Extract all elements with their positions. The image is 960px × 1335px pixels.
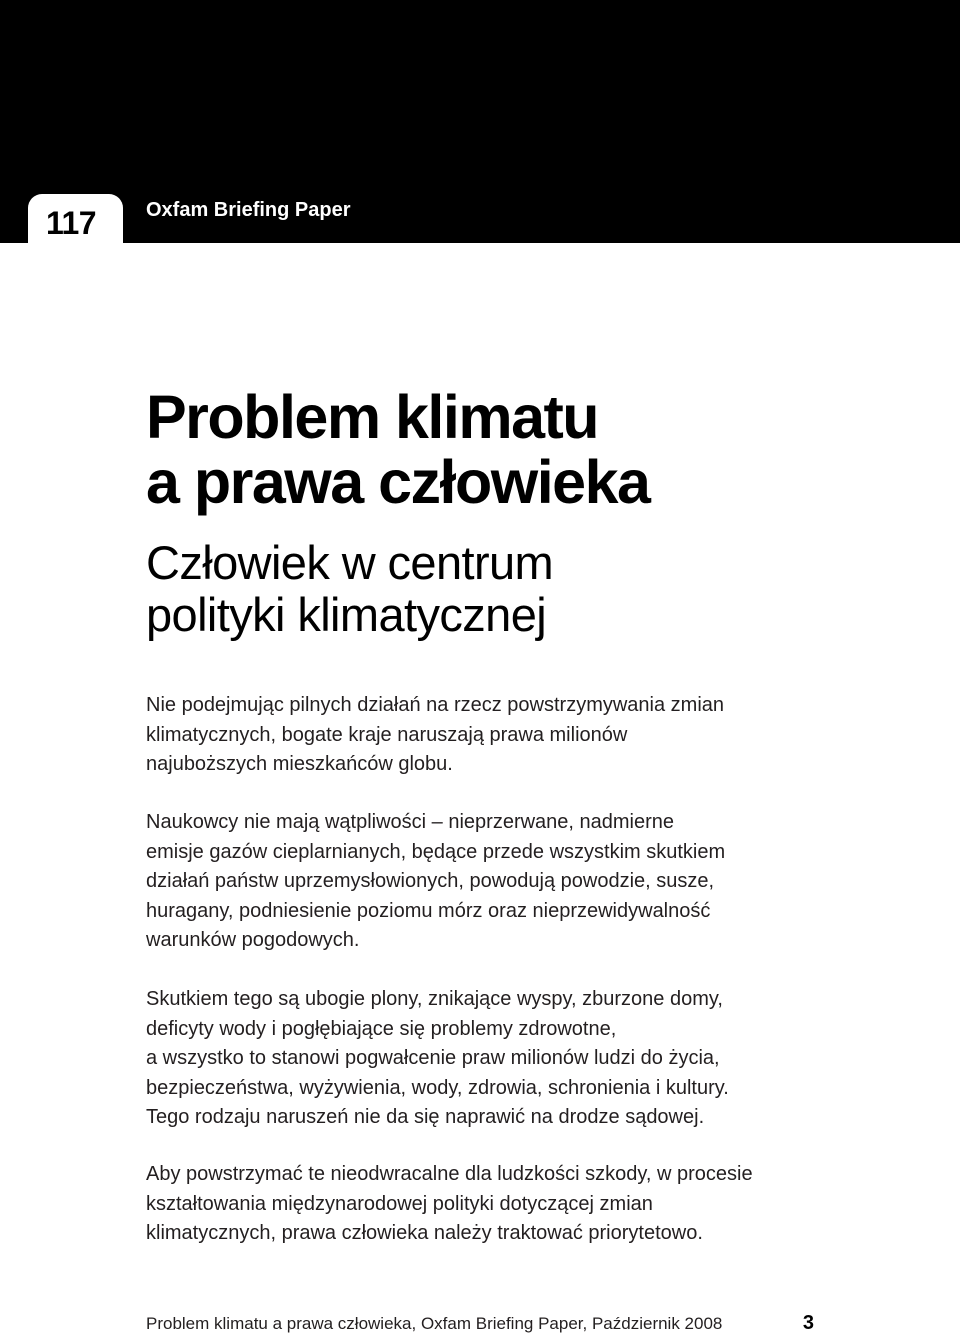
- subtitle-line: Człowiek w centrum: [146, 536, 554, 589]
- text-line: klimatycznych, bogate kraje naruszają prawa milionów: [146, 723, 628, 746]
- text-line: deficyty wody i pogłębiające się problemy zdrowotne,: [146, 1017, 617, 1040]
- subtitle-line: polityki klimatycznej: [146, 588, 547, 641]
- series-label: Oxfam Briefing Paper: [146, 199, 351, 221]
- text-line: warunków pogodowych.: [146, 929, 360, 951]
- body-paragraph: [146, 1160, 936, 1249]
- text-line: huragany, podniesienie poziomu mórz oraz nieprzewidywalność: [146, 899, 711, 922]
- text-line: Nie podejmując pilnych działań na rzecz powstrzymywania zmian: [146, 694, 725, 716]
- text-line: kształtowania międzynarodowej polityki dotyczącej zmian: [146, 1192, 653, 1215]
- text-line: Skutkiem tego są ubogie plony, znikające wyspy, zburzone domy,: [146, 988, 723, 1010]
- text-line: Tego rodzaju naruszeń nie da się naprawić na drodze sądowej.: [146, 1106, 705, 1128]
- page-subtitle: [146, 537, 926, 641]
- body-paragraph: [146, 985, 936, 1133]
- body-paragraph: [146, 808, 936, 956]
- intro-paragraph: [146, 691, 936, 780]
- text-line: a wszystko to stanowi pogwałcenie praw milionów ludzi do życia,: [146, 1047, 720, 1069]
- footer-citation: Problem klimatu a prawa człowieka, Oxfam Briefing Paper, Październik 2008: [146, 1314, 723, 1333]
- text-line: działań państw uprzemysłowionych, powodują powodzie, susze,: [146, 870, 715, 892]
- text-line: Naukowcy nie mają wątpliwości – nieprzerwane, nadmierne: [146, 811, 675, 833]
- text-line: emisje gazów cieplarnianych, będące przede wszystkim skutkiem: [146, 840, 726, 863]
- page-number: 3: [802, 1312, 814, 1334]
- text-line: najuboższych mieszkańców globu.: [146, 753, 453, 775]
- page-title: [146, 385, 926, 515]
- title-line: a prawa człowieka: [146, 448, 650, 516]
- text-line: klimatycznych, prawa człowieka należy traktować priorytetowo.: [146, 1222, 703, 1244]
- issue-number: 117: [45, 205, 97, 241]
- text-line: bezpieczeństwa, wyżywienia, wody, zdrowia, schronienia i kultury.: [146, 1076, 729, 1099]
- header-band: [0, 0, 960, 243]
- text-line: Aby powstrzymać te nieodwracalne dla ludzkości szkody, w procesie: [146, 1163, 753, 1185]
- title-line: Problem klimatu: [146, 383, 599, 451]
